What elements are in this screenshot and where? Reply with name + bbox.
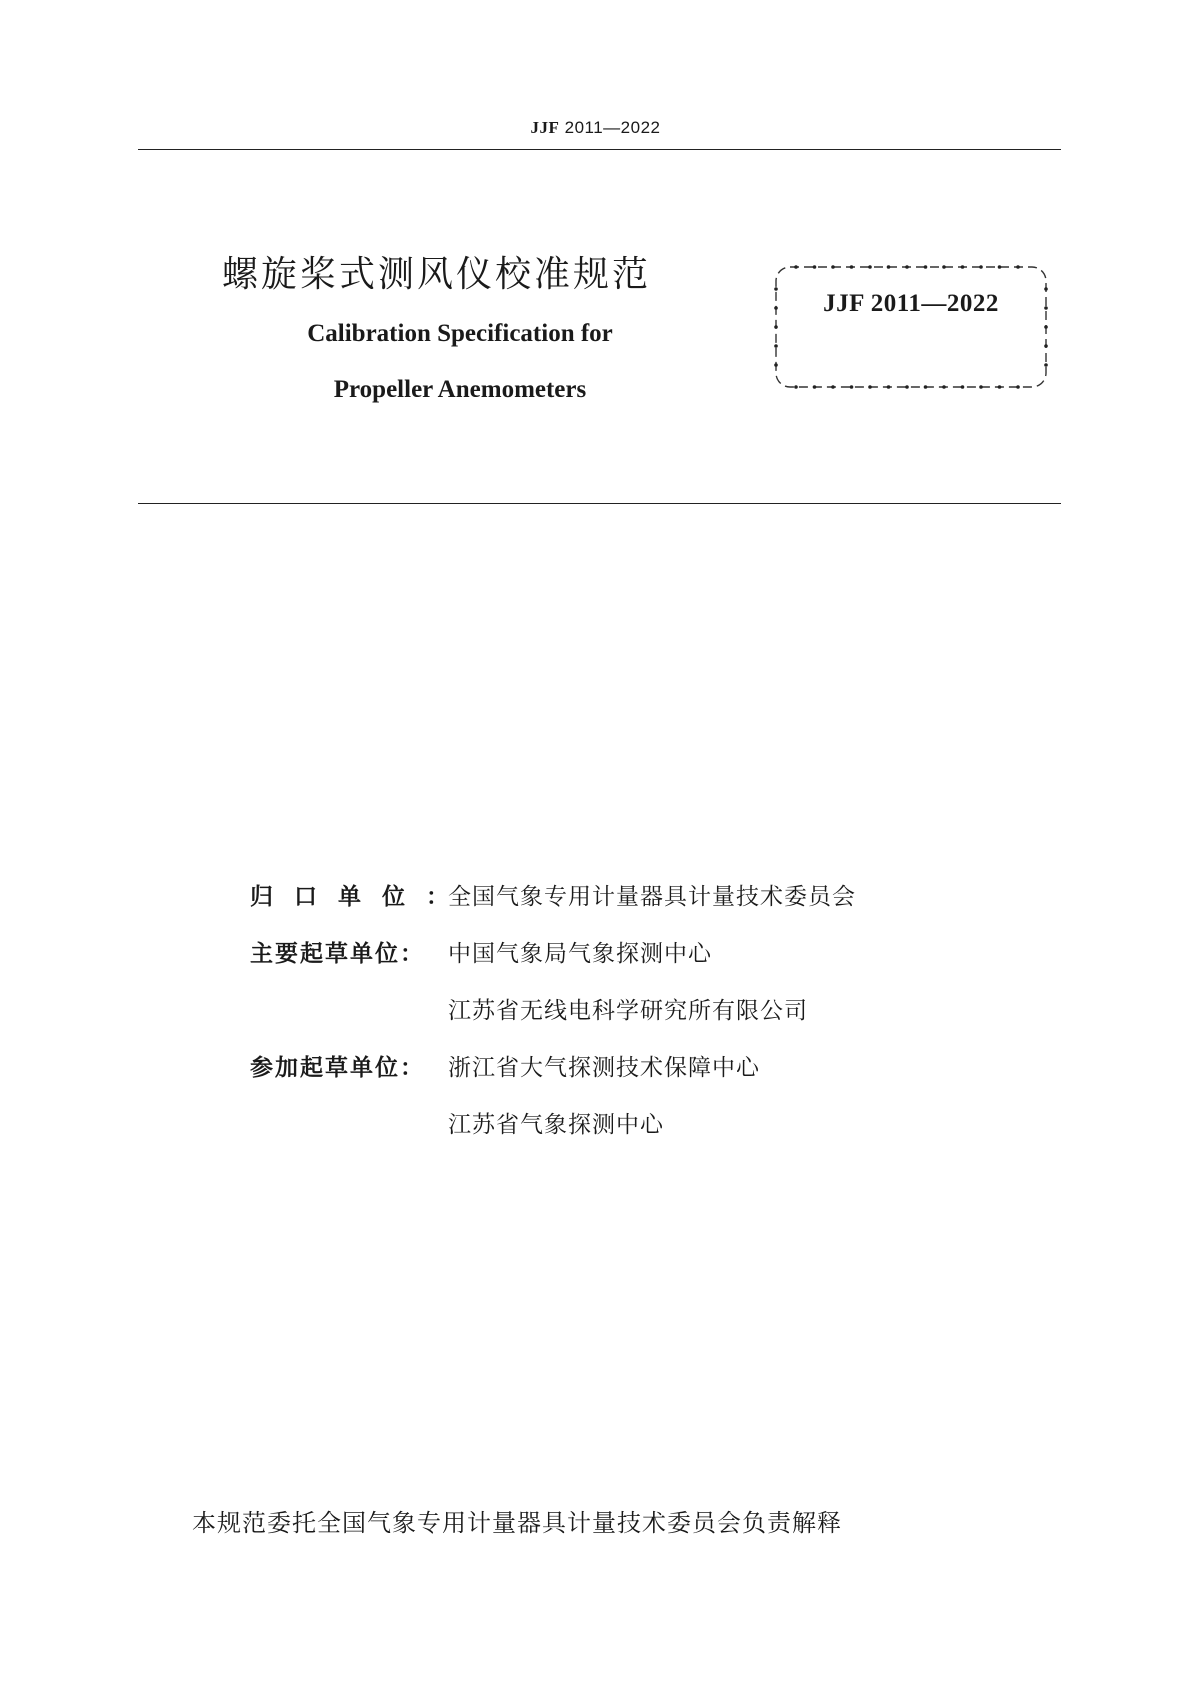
unit-label-main-drafter: 主要起草单位： [250, 941, 425, 967]
bottom-rule [138, 503, 1061, 504]
unit-value-responsible: 全国气象专用计量器具计量技术委员会 [448, 884, 856, 910]
unit-label-participating: 参加起草单位： [250, 1055, 425, 1081]
running-header-number: 2011—2022 [559, 118, 661, 137]
unit-value-participating-1: 浙江省大气探测技术保障中心 [448, 1055, 760, 1081]
top-rule [138, 149, 1061, 150]
code-frame [772, 263, 1050, 391]
title-chinese: 螺旋桨式测风仪校准规范 [222, 254, 652, 295]
footer-note: 本规范委托全国气象专用计量器具计量技术委员会负责解释 [192, 1509, 842, 1537]
title-english-line2: Propeller Anemometers [333, 376, 587, 403]
title-english-line1: Calibration Specification for [307, 320, 613, 347]
unit-value-main-drafter-1: 中国气象局气象探测中心 [448, 941, 712, 967]
running-header-prefix: JJF [530, 118, 560, 137]
running-header [0, 118, 1191, 138]
unit-label-responsible: 归口单位： [250, 884, 470, 910]
unit-value-participating-2: 江苏省气象探测中心 [448, 1112, 664, 1138]
unit-value-main-drafter-2: 江苏省无线电科学研究所有限公司 [448, 998, 808, 1024]
code-box-text: JJF 2011—2022 [823, 290, 999, 317]
